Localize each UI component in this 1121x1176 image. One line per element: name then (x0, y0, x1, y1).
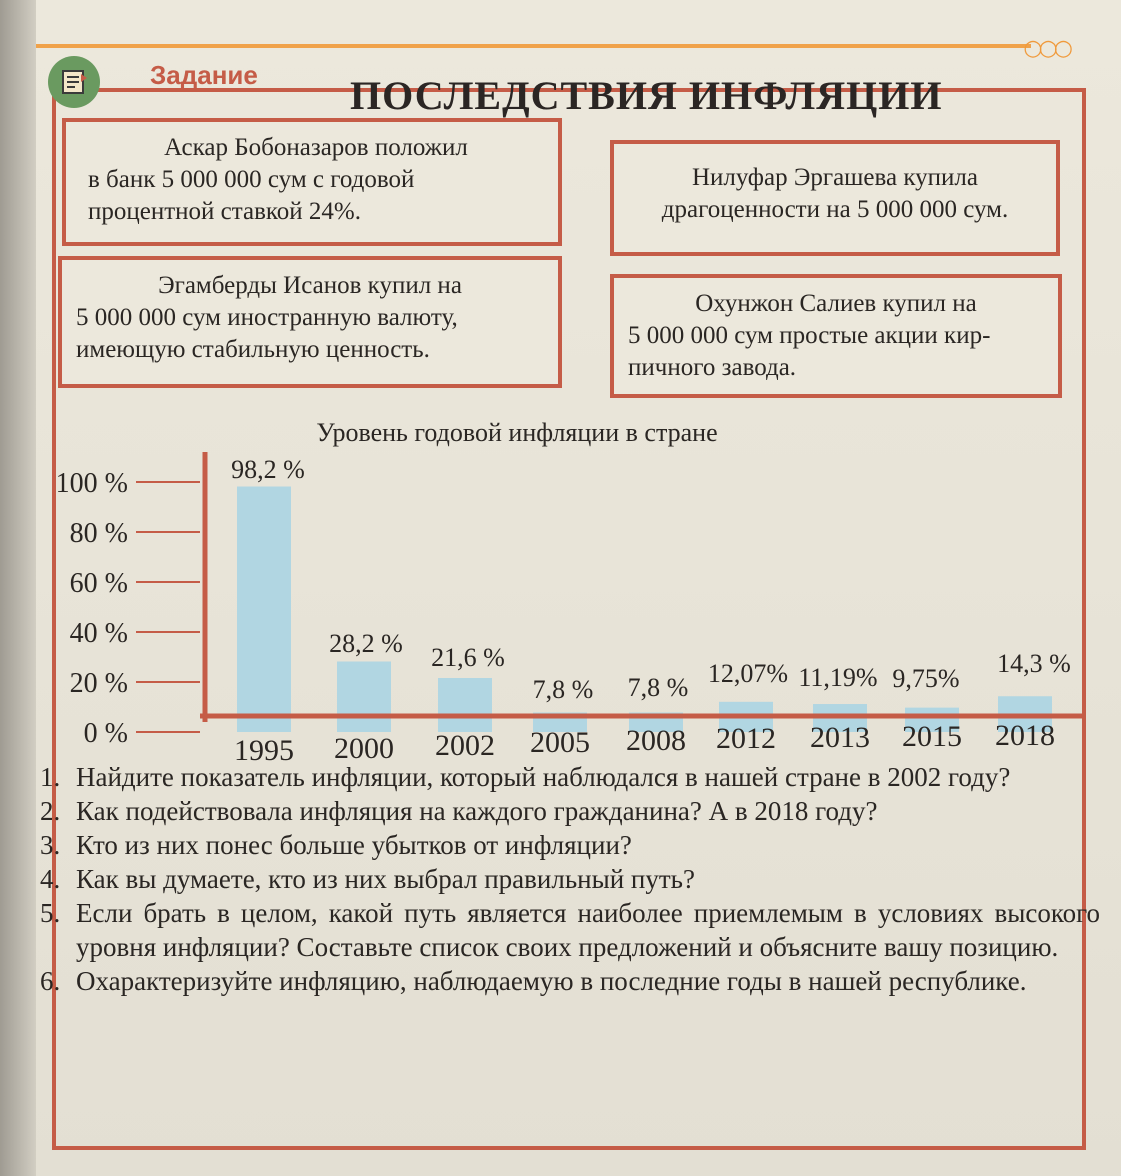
data-label-2002: 21,6 % (431, 643, 505, 672)
y-tick-label: 80 % (69, 518, 128, 549)
y-tick-label: 20 % (69, 668, 128, 699)
chart-title: Уровень годовой инфляции в стране (316, 418, 718, 447)
case-line: Нилуфар Эргашева купила (692, 164, 978, 191)
data-label-2005: 7,8 % (532, 675, 594, 704)
case-line: имеющую стабильную ценность. (76, 336, 430, 363)
question-item (40, 964, 1100, 998)
bar-1995 (237, 487, 291, 733)
question-text: Охарактеризуйте инфляцию, наблюдаемую в последние годы в нашей республике. (76, 966, 1027, 996)
question-number: 6. (40, 966, 61, 996)
case-line: Эгамберды Исанов купил на (158, 272, 462, 299)
case-line: 5 000 000 сум иностранную валюту, (76, 304, 458, 331)
case-line: Аскар Бобоназаров положил (164, 134, 468, 161)
data-label-2000: 28,2 % (329, 629, 403, 658)
data-label-2013: 11,19% (798, 663, 878, 692)
data-label-2012: 12,07% (707, 659, 789, 688)
question-text: Как вы думаете, кто из них выбрал правильный путь? (76, 864, 695, 894)
data-label-2015: 9,75% (892, 664, 960, 693)
x-tick-label: 2002 (435, 729, 495, 762)
case-line: процентной ставкой 24%. (88, 198, 361, 225)
y-tick-label: 40 % (69, 618, 128, 649)
case-line: Охунжон Салиев купил на (695, 290, 977, 317)
y-tick-label: 0 % (83, 718, 128, 749)
question-number: 1. (40, 762, 61, 792)
question-text: Если брать в целом, какой путь является наиболее приемлемым в условиях высокого уровня инфляции? Составьте список своих предложений и объясните вашу позицию. (76, 898, 1100, 962)
x-tick-label: 2012 (716, 722, 776, 755)
case-line: драгоценности на 5 000 000 сум. (661, 196, 1009, 223)
question-list (40, 760, 1100, 998)
x-tick-label: 2000 (334, 732, 394, 765)
x-tick-label: 2015 (902, 720, 962, 753)
bar-2000 (337, 662, 391, 733)
question-item (40, 862, 1100, 896)
question-item (40, 828, 1100, 862)
x-tick-label: 1995 (234, 734, 294, 767)
y-tick-label: 60 % (69, 568, 128, 599)
rings-icon: ○○○ (1023, 36, 1069, 61)
y-tick-label: 100 % (55, 468, 128, 499)
task-label: Задание (150, 60, 258, 90)
data-label-1995: 98,2 % (231, 455, 305, 484)
page-title: ПОСЛЕДСТВИЯ ИНФЛЯЦИИ (350, 73, 943, 118)
question-number: 2. (40, 796, 61, 826)
question-number: 4. (40, 864, 61, 894)
data-label-2018: 14,3 % (997, 649, 1071, 678)
case-line: в банк 5 000 000 сум с годовой (88, 166, 415, 193)
question-number: 5. (40, 898, 61, 928)
x-tick-label: 2005 (530, 726, 590, 759)
question-item (40, 896, 1100, 964)
case-line: пичного завода. (628, 354, 797, 381)
x-tick-label: 2018 (995, 719, 1055, 752)
x-tick-label: 2013 (810, 721, 870, 754)
question-number: 3. (40, 830, 61, 860)
bar-2002 (438, 678, 492, 732)
case-line: 5 000 000 сум простые акции кир- (628, 322, 991, 349)
x-tick-label: 2008 (626, 724, 686, 757)
question-text: Кто из них понес больше убытков от инфляции? (76, 830, 632, 860)
question-text: Найдите показатель инфляции, который наблюдался в нашей стране в 2002 году? (76, 762, 1011, 792)
data-label-2008: 7,8 % (627, 673, 689, 702)
question-item (40, 794, 1100, 828)
question-item (40, 760, 1100, 794)
question-text: Как подействовала инфляция на каждого гражданина? А в 2018 году? (76, 796, 878, 826)
